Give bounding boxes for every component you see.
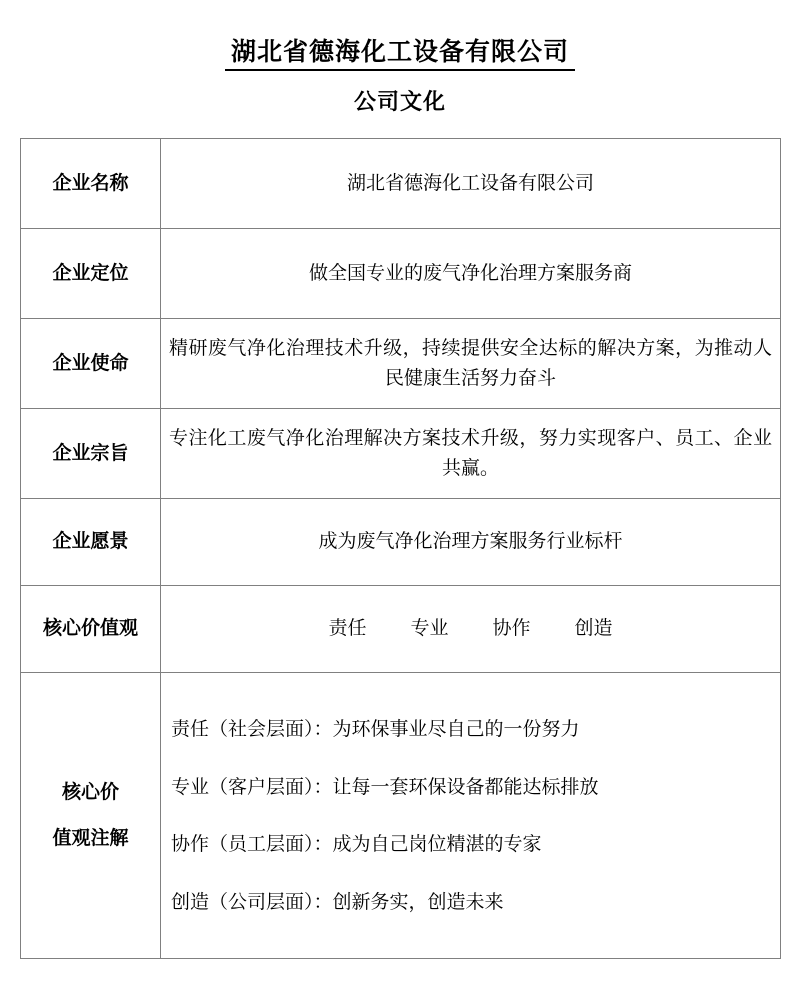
core-values-list (161, 614, 780, 643)
row-value-mission: 精研废气净化治理技术升级，持续提供安全达标的解决方案，为推动人民健康生活努力奋斗 (161, 319, 781, 409)
annotation-line-collaboration: 协作（员工层面）：成为自己岗位精湛的专家 (171, 833, 542, 855)
core-value-item: 责任 (328, 617, 367, 640)
annotation-line-responsibility: 责任（社会层面）：为环保事业尽自己的一份努力 (171, 718, 580, 740)
table-row (21, 139, 781, 229)
table-row (21, 586, 781, 673)
page-subtitle: 公司文化 (353, 89, 446, 115)
row-label-company-name: 企业名称 (21, 139, 161, 229)
table-row (21, 673, 781, 959)
core-value-item: 协作 (492, 617, 531, 640)
page-title-text: 湖北省德海化工设备有限公司 (225, 37, 575, 71)
annotation-line-professionalism: 专业（客户层面）：让每一套环保设备都能达标排放 (171, 775, 599, 798)
core-value-item: 创造 (574, 617, 613, 640)
page-title (0, 0, 800, 71)
annotation-list (169, 715, 780, 916)
row-label-vision: 企业愿景 (21, 499, 161, 586)
row-label-line-1: 核心价 (61, 780, 119, 803)
row-value-tenet: 专注化工废气净化治理解决方案技术升级，努力实现客户、员工、企业共赢。 (161, 409, 781, 499)
table-row (21, 319, 781, 409)
annotation-line-creation: 创造（公司层面）：创新务实，创造未来 (171, 890, 504, 913)
row-label-core-values: 核心价值观 (21, 586, 161, 673)
row-label-positioning: 企业定位 (21, 229, 161, 319)
core-value-item: 专业 (410, 617, 449, 640)
row-value-company-name: 湖北省德海化工设备有限公司 (161, 139, 781, 229)
row-value-core-values (161, 586, 781, 673)
table-row (21, 229, 781, 319)
row-value-core-values-annotation (161, 673, 781, 959)
table-row (21, 409, 781, 499)
table-row (21, 499, 781, 586)
row-label-core-values-annotation (21, 673, 161, 959)
row-label-mission: 企业使命 (21, 319, 161, 409)
row-value-positioning: 做全国专业的废气净化治理方案服务商 (161, 229, 781, 319)
row-value-vision: 成为废气净化治理方案服务行业标杆 (161, 499, 781, 586)
row-label-line-2: 值观注解 (52, 826, 129, 849)
row-label-tenet: 企业宗旨 (21, 409, 161, 499)
company-culture-table (20, 138, 781, 959)
